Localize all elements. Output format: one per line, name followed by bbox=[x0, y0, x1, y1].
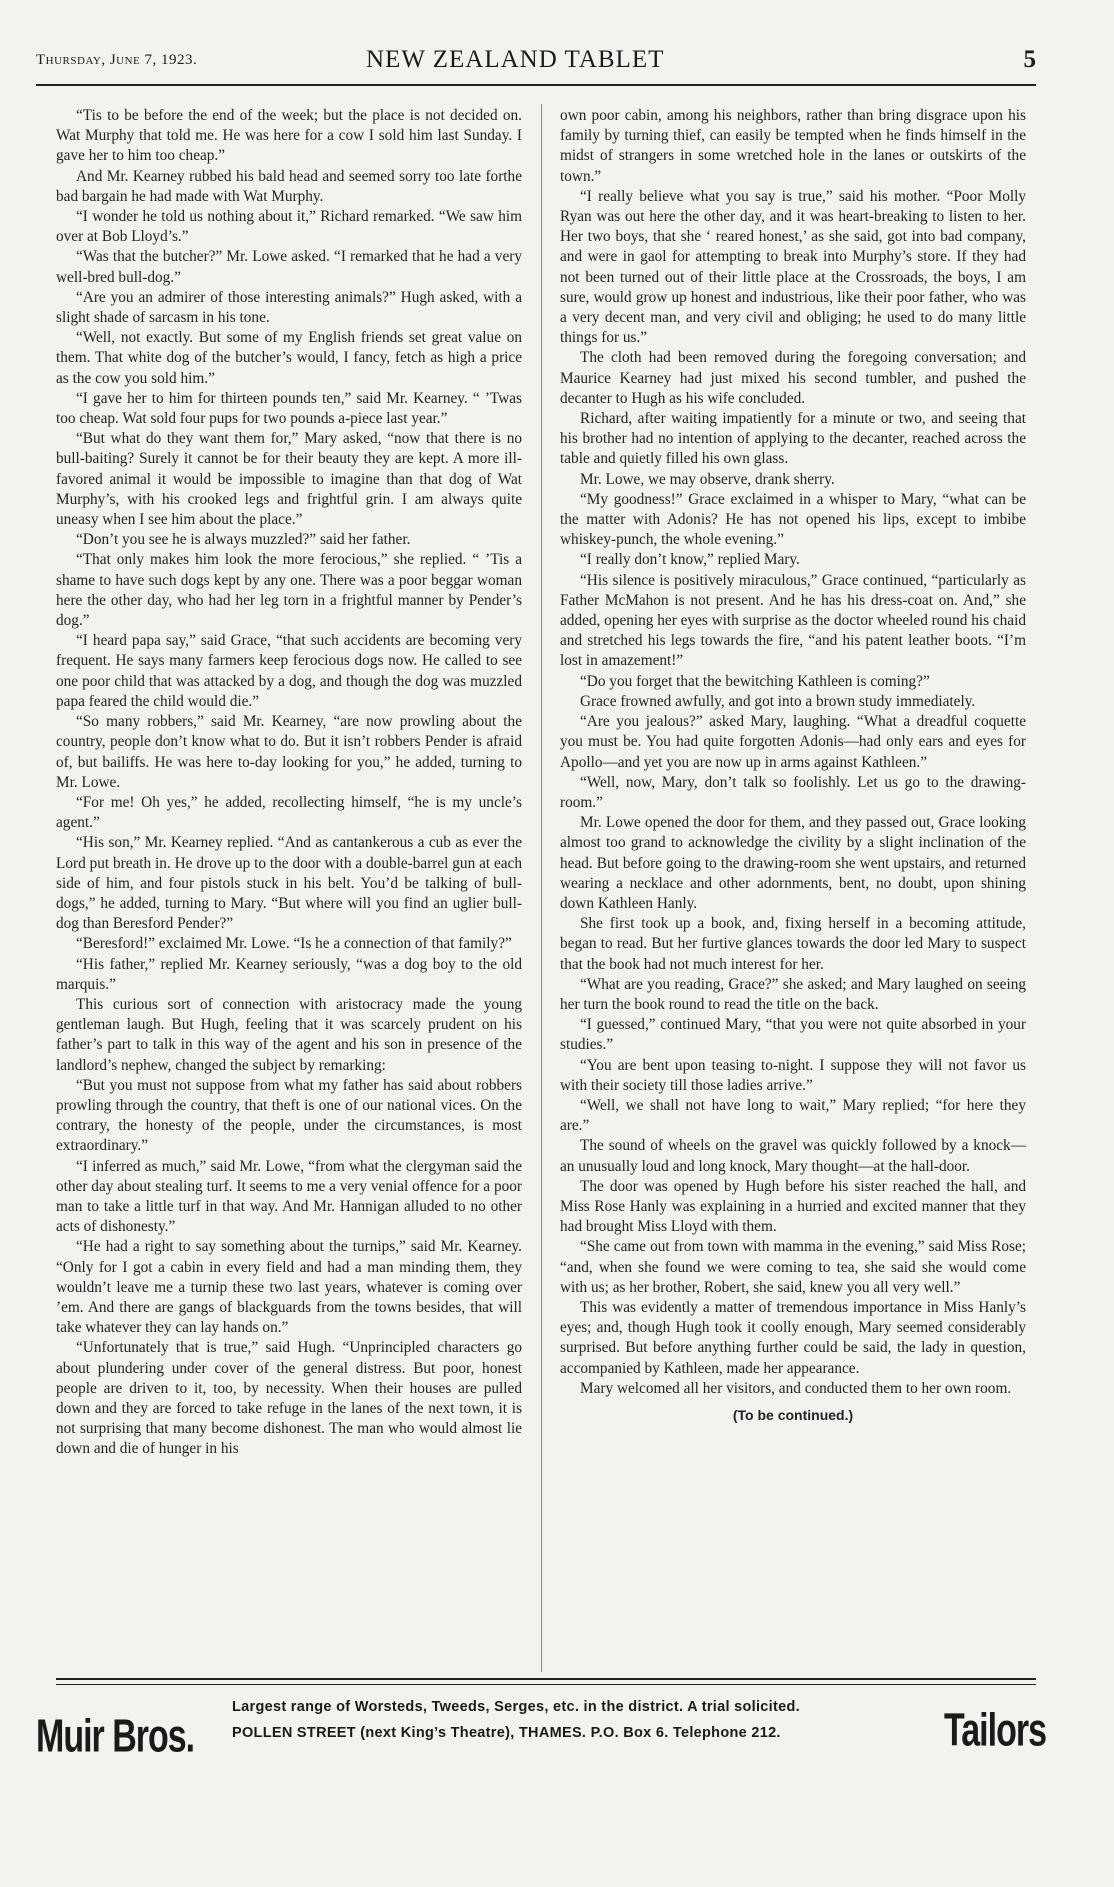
ad-address: POLLEN STREET (next King’s Theatre), THAMES. P.O. Box 6. Telephone 212. bbox=[232, 1725, 781, 1741]
paragraph: Mr. Lowe, we may observe, drank sherry. bbox=[580, 470, 835, 488]
paragraph: “Are you an admirer of those interesting animals?” Hugh asked, with a slight shade of sarcasm in his tone. bbox=[56, 288, 522, 327]
paragraph: “I guessed,” continued Mary, “that you were not quite absorbed in your studies.” bbox=[560, 1016, 1026, 1054]
paragraph: “But what do they want them for,” Mary asked, “now that there is no bull-baiting? Surely it cannot be for their beauty they are kept. A more ill-favored animal it would be impossible to imagine than that dog of Wat Murphy’s, with his crooked legs and frightful grin. I am always quite uneasy when I see him about the place.” bbox=[56, 430, 522, 529]
advertiser-name: Muir Bros. bbox=[36, 1711, 195, 1763]
paragraph: “He had a right to say something about the turnips,” said Mr. Kearney. “Only for I got a cabin in every field and had a man minding them, they wouldn’t leave me a turnip these two last years, whatever is coming over ’em. And there are gangs of blackguards from the towns besides, that will take whatever they can lay hands on.” bbox=[56, 1238, 522, 1337]
paragraph: “His son,” Mr. Kearney replied. “And as cantankerous a cub as ever the Lord put breath in. He drove up to the door with a double-barrel gun at each side of him, and four pistols stuck in his belt. You’d be talking of bull-dogs,” he added, turning to Mary. “But where will you find an uglier bull-dog than Beresford Pender?” bbox=[56, 834, 522, 933]
right-column bbox=[560, 106, 1026, 1425]
paragraph: This was evidently a matter of tremendous importance in Miss Hanly’s eyes; and, though Hugh took it coolly enough, Mary seemed considerably surprised. But before anything further could be said, the lady in question, accompanied by Kathleen, made her appearance. bbox=[560, 1298, 1026, 1377]
page-number: 5 bbox=[1023, 46, 1036, 73]
left-column bbox=[56, 106, 522, 1460]
paragraph: “Well, not exactly. But some of my English friends set great value on them. That white dog of the butcher’s would, I fancy, fetch as high a price as the cow you sold him.” bbox=[56, 329, 522, 387]
paragraph: “I wonder he told us nothing about it,” Richard remarked. “We saw him over at Bob Lloyd’s.” bbox=[56, 208, 522, 246]
issue-date: Thursday, June 7, 1923. bbox=[36, 52, 198, 68]
paragraph: “I inferred as much,” said Mr. Lowe, “from what the clergyman said the other day about stealing turf. It seems to me a very venial offence for a poor man to take a little turf in that way. And Mr. Hannigan alluded to no other acts of dishonesty.” bbox=[56, 1157, 522, 1236]
page-header bbox=[36, 46, 1036, 80]
paragraph: Richard, after waiting impatiently for a minute or two, and seeing that his brother had no intention of applying to the decanter, reached across the table and quietly filled his own glass. bbox=[560, 410, 1026, 468]
to-be-continued: (To be continued.) bbox=[732, 1407, 854, 1423]
paragraph: “His father,” replied Mr. Kearney seriously, “was a dog boy to the old marquis.” bbox=[56, 955, 522, 993]
paragraph: She first took up a book, and, fixing herself in a becoming attitude, began to read. But her furtive glances towards the door led Mary to suspect that the book had not much interest for her. bbox=[560, 915, 1026, 973]
paragraph: The sound of wheels on the gravel was quickly followed by a knock—an unusually loud and long knock, Mary thought—at the hall-door. bbox=[560, 1137, 1026, 1175]
paragraph: “His silence is positively miraculous,” Grace continued, “particularly as Father McMahon is not present. And he has his dress-coat on. And,” she added, opening her eyes with surprise as the doctor wheeled round his chaid and stretched his legs towards the fire, “and his patent leather boots. “I’m lost in amazement!” bbox=[560, 571, 1026, 670]
footer-rule bbox=[56, 1678, 1036, 1680]
paragraph: own poor cabin, among his neighbors, rather than bring disgrace upon his family by turning thief, can easily be tempted when he finds himself in the midst of strangers in some wretched hole in the lanes or outskirts of the town.” bbox=[560, 107, 1026, 185]
paragraph: “I really believe what you say is true,” said his mother. “Poor Molly Ryan was out here the other day, and it was heart-breaking to listen to her. Her two boys, that she ‘ reared honest,’ as she said, got into bad company, and were in gaol for attempting to break into Murphy’s store. If they had not been turned out of their little place at the Crossroads, the boys, I am sure, would grow up honest and industrious, like their poor father, who was a very decent man, and very civil and obliging; he used to do many little things for us.” bbox=[560, 187, 1026, 347]
paragraph: “But you must not suppose from what my father has said about robbers prowling through the country, that theft is one of our national vices. On the contrary, the honesty of the people, under the circumstances, is most extraordinary.” bbox=[56, 1076, 522, 1155]
column-divider bbox=[541, 104, 542, 1672]
paragraph: “Are you jealous?” asked Mary, laughing. “What a dreadful coquette you must be. You had quite forgotten Adonis—had only ears and eyes for Apollo—and yet you are now up in arms against Kathleen.” bbox=[560, 713, 1026, 771]
paragraph: Grace frowned awfully, and got into a brown study immediately. bbox=[580, 692, 976, 710]
paragraph: “Was that the butcher?” Mr. Lowe asked. “I remarked that he had a very well-bred bull-dog.” bbox=[56, 248, 522, 286]
header-rule bbox=[36, 84, 1036, 86]
paragraph: “Tis to be before the end of the week; but the place is not decided on. Wat Murphy that told me. He was here for a cow I sold him last Sunday. I gave her to him too cheap.” bbox=[56, 107, 522, 165]
paragraph: “I gave her to him for thirteen pounds ten,” said Mr. Kearney. “ ’Twas too cheap. Wat sold four pups for two pounds a-piece last year.” bbox=[56, 389, 522, 428]
masthead-title: NEW ZEALAND TABLET bbox=[366, 46, 665, 73]
paragraph: “You are bent upon teasing to-night. I suppose they will not favor us with their society till those ladies arrive.” bbox=[560, 1056, 1026, 1094]
paragraph: Mary welcomed all her visitors, and conducted them to her own room. bbox=[580, 1379, 1012, 1397]
paragraph: “Unfortunately that is true,” said Hugh. “Unprincipled characters go about plundering under cover of the general distress. But poor, honest people are driven to it, too, by necessity. When their houses are pulled down and they are forced to take refuge in the lanes of the next town, it is not surprising that many become dishonest. The man who would almost lie down and die of hunger in his bbox=[56, 1339, 522, 1458]
paragraph: “I really don’t know,” replied Mary. bbox=[580, 551, 800, 569]
footer-rule-thin bbox=[56, 1684, 1036, 1685]
paragraph: “Beresford!” exclaimed Mr. Lowe. “Is he a connection of that family?” bbox=[76, 935, 512, 953]
paragraph: “What are you reading, Grace?” she asked; and Mary laughed on seeing her turn the book round to read the title on the back. bbox=[560, 975, 1026, 1013]
paragraph: “My goodness!” Grace exclaimed in a whisper to Mary, “what can be the matter with Adonis? He has not opened his lips, except to imbibe whiskey-punch, the whole evening.” bbox=[560, 490, 1026, 549]
paragraph: “Do you forget that the bewitching Kathleen is coming?” bbox=[580, 672, 930, 690]
paragraph: The door was opened by Hugh before his sister reached the hall, and Miss Rose Hanly was explaining in a hurried and excited manner that they had brought Miss Lloyd with them. bbox=[560, 1177, 1026, 1236]
paragraph: “Well, now, Mary, don’t talk so foolishly. Let us go to the drawing-room.” bbox=[560, 773, 1026, 811]
paragraph: “Well, we shall not have long to wait,” Mary replied; “for here they are.” bbox=[560, 1096, 1026, 1135]
paragraph: The cloth had been removed during the foregoing conversation; and Maurice Kearney had just mixed his second tumbler, and pushed the decanter to Hugh as his wife concluded. bbox=[560, 349, 1026, 407]
paragraph: “I heard papa say,” said Grace, “that such accidents are becoming very frequent. He says many farmers keep ferocious dogs now. He called to see one poor child that was attacked by a dog, and though the dog was muzzled papa feared the child would die.” bbox=[56, 632, 522, 710]
paragraph: “For me! Oh yes,” he added, recollecting himself, “he is my uncle’s agent.” bbox=[56, 793, 522, 832]
ad-trade: Tailors bbox=[944, 1705, 1046, 1757]
paragraph: “That only makes him look the more ferocious,” she replied. “ ’Tis a shame to have such dogs kept by any one. There was a poor beggar woman here the other day, who had her leg torn in a frightful manner by Pender’s dog.” bbox=[56, 551, 522, 630]
paragraph: And Mr. Kearney rubbed his bald head and seemed sorry too late forthe bad bargain he had made with Wat Murphy. bbox=[56, 167, 522, 205]
paragraph: Mr. Lowe opened the door for them, and they passed out, Grace looking almost too grand to acknowledge the civility by a slight inclination of the head. But before going to the drawing-room she went upstairs, and returned wearing a necklace and other adornments, bent, no doubt, upon shining down Kathleen Hanly. bbox=[560, 814, 1026, 912]
paragraph: “She came out from town with mamma in the evening,” said Miss Rose; “and, when she found we were coming to tea, she said she would come with us; as her brother, Robert, she said, knew you all very well.” bbox=[560, 1238, 1026, 1296]
paragraph: This curious sort of connection with aristocracy made the young gentleman laugh. But Hugh, feeling that it was scarcely prudent on his father’s part to talk in this way of the agent and his son in presence of the landlord’s nephew, changed the subject by remarking: bbox=[56, 995, 522, 1074]
advertisement bbox=[36, 1695, 1046, 1765]
paragraph: “So many robbers,” said Mr. Kearney, “are now prowling about the country, people don’t know what to do. But it isn’t robbers Pender is afraid of, but bailiffs. He was here to-day looking for you,” he added, turning to Mr. Lowe. bbox=[56, 713, 522, 791]
paragraph: “Don’t you see he is always muzzled?” said her father. bbox=[76, 531, 411, 549]
ad-tagline: Largest range of Worsteds, Tweeds, Serges, etc. in the district. A trial solicited. bbox=[232, 1699, 800, 1715]
